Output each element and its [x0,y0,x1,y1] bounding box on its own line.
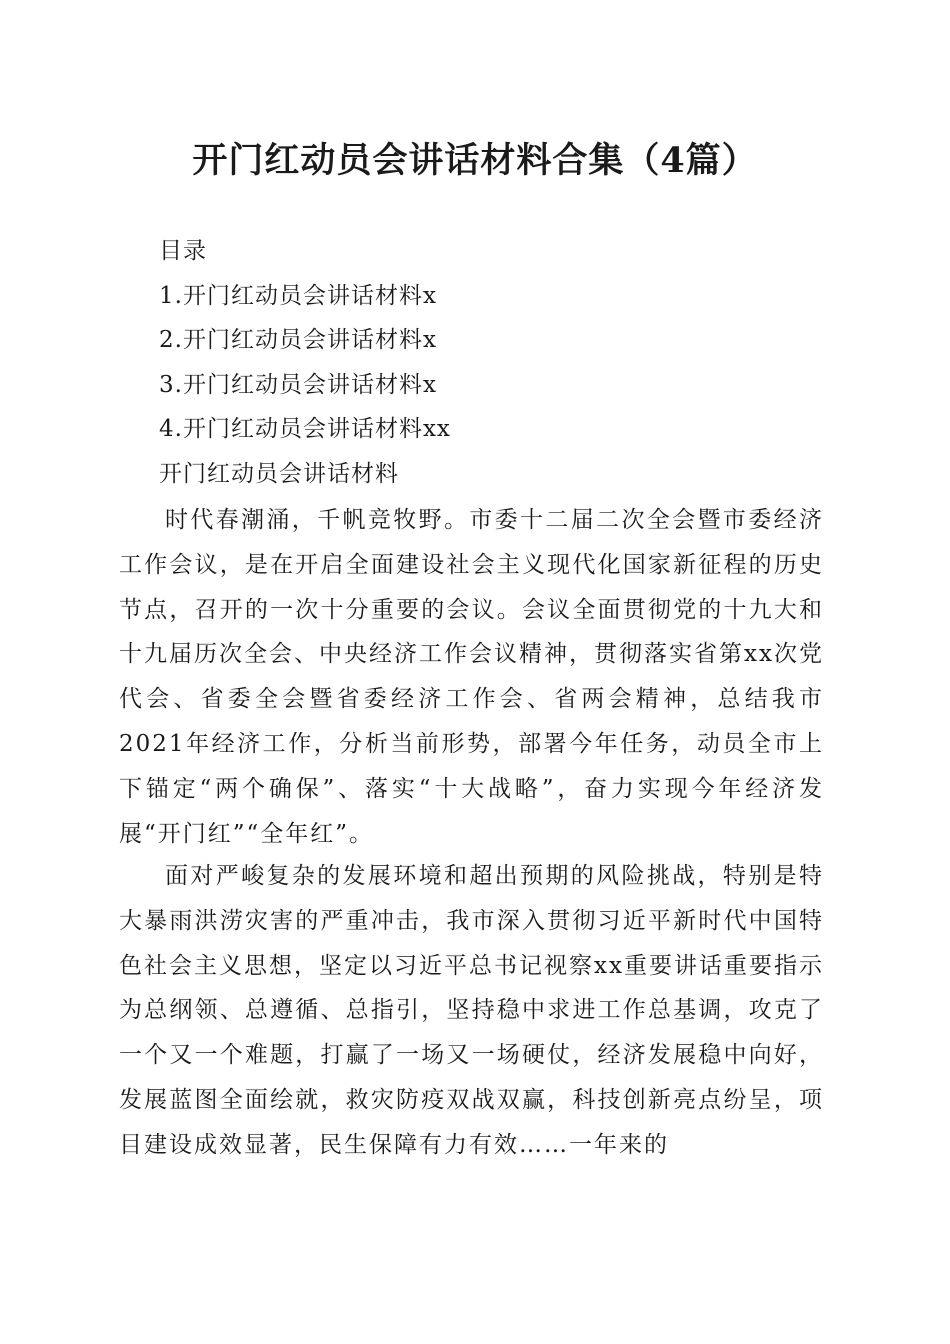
body-paragraph: 面对严峻复杂的发展环境和超出预期的风险挑战，特别是特大暴雨洪涝灾害的严重冲击，我市深入贯彻习近平新时代中国特色社会主义思想，坚定以习近平总书记视察xx重要讲话重要指示为总纲领、总遵循、总指引，坚持稳中求进工作总基调，攻克了一个又一个难题，打赢了一场又一场硬仗，经济发展稳中向好，发展蓝图全面绘就，救灾防疫双战双赢，科技创新亮点纷呈，项目建设成效显著，民生保障有力有效……一年来的 [119,863,824,1158]
body-paragraph: 时代春潮涌，千帆竞牧野。市委十二届二次全会暨市委经济工作会议，是在开启全面建设社会主义现代化国家新征程的历史节点，召开的一次十分重要的会议。会议全面贯彻党的十九大和十九届历次全会、中央经济工作会议精神，贯彻落实省第xx次党代会、省委全会暨省委经济工作会、省两会精神，总结我市2021年经济工作，分析当前形势，部署今年任务，动员全市上下锚定“两个确保”、落实“十大战略”，奋力实现今年经济发展“开门红”“全年红”。 [119,507,824,847]
table-of-contents [159,229,859,496]
toc-item: 3.开门红动员会讲话材料x [159,371,437,398]
toc-item: 2.开门红动员会讲话材料x [159,327,437,353]
section-title: 开门红动员会讲话材料 [159,460,399,487]
toc-item: 4.开门红动员会讲话材料xx [159,416,451,442]
document-title: 开门红动员会讲话材料合集（4篇） [192,140,758,181]
toc-heading: 目录 [159,238,207,264]
toc-item: 1.开门红动员会讲话材料x [159,282,437,309]
